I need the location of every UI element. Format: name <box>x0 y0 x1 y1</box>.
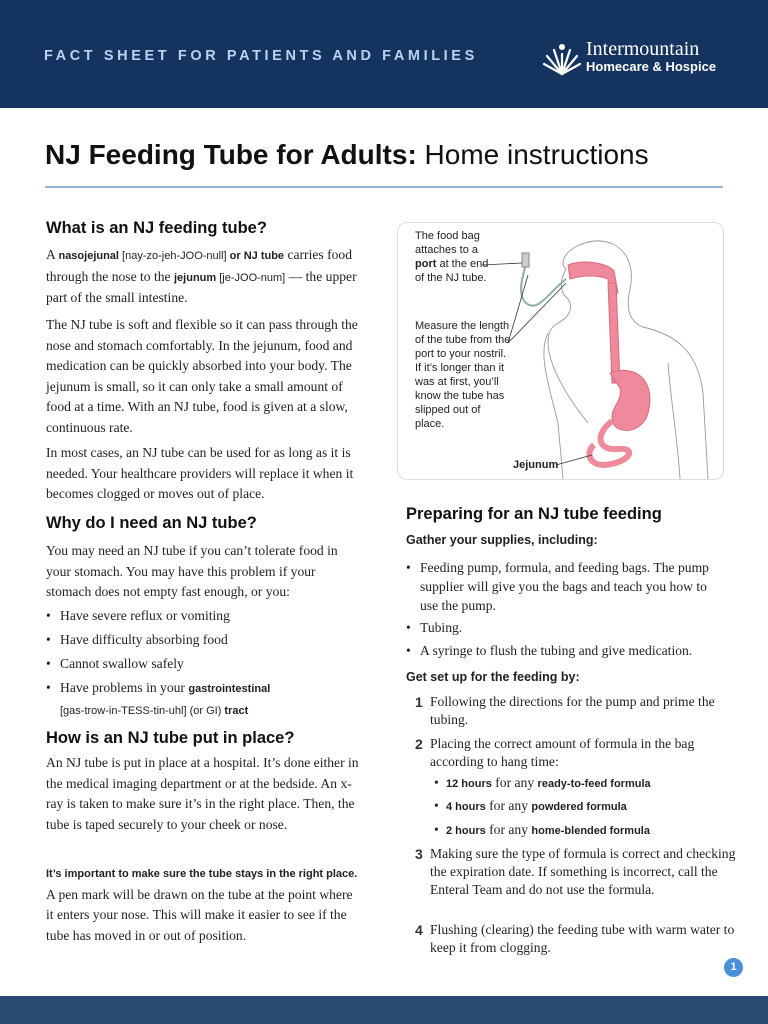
intermountain-logo <box>542 40 742 80</box>
step-4: 4 Flushing (clearing) the feeding tube with warm water to keep it from clogging. <box>415 922 735 955</box>
heading-preparing: Preparing for an NJ tube feeding <box>406 505 662 523</box>
nj-tube-illustration <box>397 222 724 480</box>
logo-subtitle: Homecare & Hospice <box>586 59 717 74</box>
logo-name: Intermountain <box>586 38 700 60</box>
heading-what: What is an NJ feeding tube? <box>46 219 267 237</box>
title-rule <box>45 186 723 188</box>
what-paragraph-3: In most cases, an NJ tube can be used for as long as it is needed. Your healthcare providers will replace it when it becomes clogged or moves out of place. <box>46 445 354 502</box>
logo-icon <box>542 40 582 76</box>
how-paragraph: An NJ tube is put in place at a hospital. It’s done either in the medical imaging department or at the bedside. An x-ray is taken to make sure it’s in the right place. Then, the tube is taped securely to your cheek or nose. <box>46 755 359 832</box>
supply-bullet: • Tubing. <box>406 618 462 639</box>
heading-how: How is an NJ tube put in place? <box>46 729 295 747</box>
port-caption: The food bag attaches to a port at the end of the NJ tube. <box>415 230 489 284</box>
hang-time-item: • 2 hours for any home-blended formula <box>434 820 650 841</box>
why-bullet: • Have difficulty absorbing food <box>46 630 228 651</box>
page-title <box>45 139 649 171</box>
step-3: 3 Making sure the type of formula is correct and checking the expiration date. If something is incorrect, call the Enteral Team and do not use the formula. <box>415 846 736 897</box>
header-banner <box>0 0 768 108</box>
footer-bar <box>0 996 768 1024</box>
hang-time-item: • 4 hours for any powdered formula <box>434 796 627 817</box>
how-paragraph-2: It’s important to make sure the tube stays in the right place. A pen mark will be drawn on the tube at the point where it enters your nose. This will make it easier to see if the tube has moved in or out of position. <box>46 868 358 943</box>
gather-subheading: Gather your supplies, including: <box>406 533 598 547</box>
supply-bullet: • Feeding pump, formula, and feeding bags. The pump supplier will give you the bags and teach you how to use the pump. <box>406 558 720 615</box>
why-paragraph: You may need an NJ tube if you can’t tolerate food in your stomach. You may have this problem if your stomach does not empty fast enough, or you: <box>46 543 338 600</box>
heading-why: Why do I need an NJ tube? <box>46 514 257 532</box>
why-bullet: • Cannot swallow safely <box>46 654 184 675</box>
hang-time-item: • 12 hours for any ready-to-feed formula <box>434 773 651 794</box>
page-number: 1 <box>724 958 743 977</box>
title-regular: Home instructions <box>416 139 649 170</box>
why-bullet: • Have problems in your gastrointestinal [gas-trow-in-TESS-tin-uhl] (or GI) tract <box>46 678 360 721</box>
what-paragraph-2: The NJ tube is soft and flexible so it can pass through the nose and stomach comfortably. In the jejunum, food and medication can be quickly absorbed into your body. The jejunum is small, so it can only take a small amount of food at a time. With an NJ tube, food is given at a slow, continuous rate. <box>46 317 358 435</box>
supply-bullet: • A syringe to flush the tubing and give medication. <box>406 641 692 662</box>
setup-subheading: Get set up for the feeding by: <box>406 670 580 684</box>
jejunum-label: Jejunum <box>513 459 559 471</box>
kicker: FACT SHEET FOR PATIENTS AND FAMILIES <box>44 48 478 64</box>
step-1: 1 Following the directions for the pump and prime the tubing. <box>415 694 715 727</box>
why-bullet: • Have severe reflux or vomiting <box>46 606 230 627</box>
measure-caption: Measure the length of the tube from the port to your nostril. If it’s longer than it was at first, you’ll know the tube has slipped out of place. <box>415 320 511 430</box>
title-bold: NJ Feeding Tube for Adults: <box>45 139 417 170</box>
what-paragraph-1: A nasojejunal [nay-zo-jeh-JOO-null] or NJ tube carries food through the nose to the jejunum [je-JOO-num] — the upper part of the small intestine. <box>46 247 357 306</box>
step-2: 2 Placing the correct amount of formula in the bag according to hang time: <box>415 736 695 769</box>
